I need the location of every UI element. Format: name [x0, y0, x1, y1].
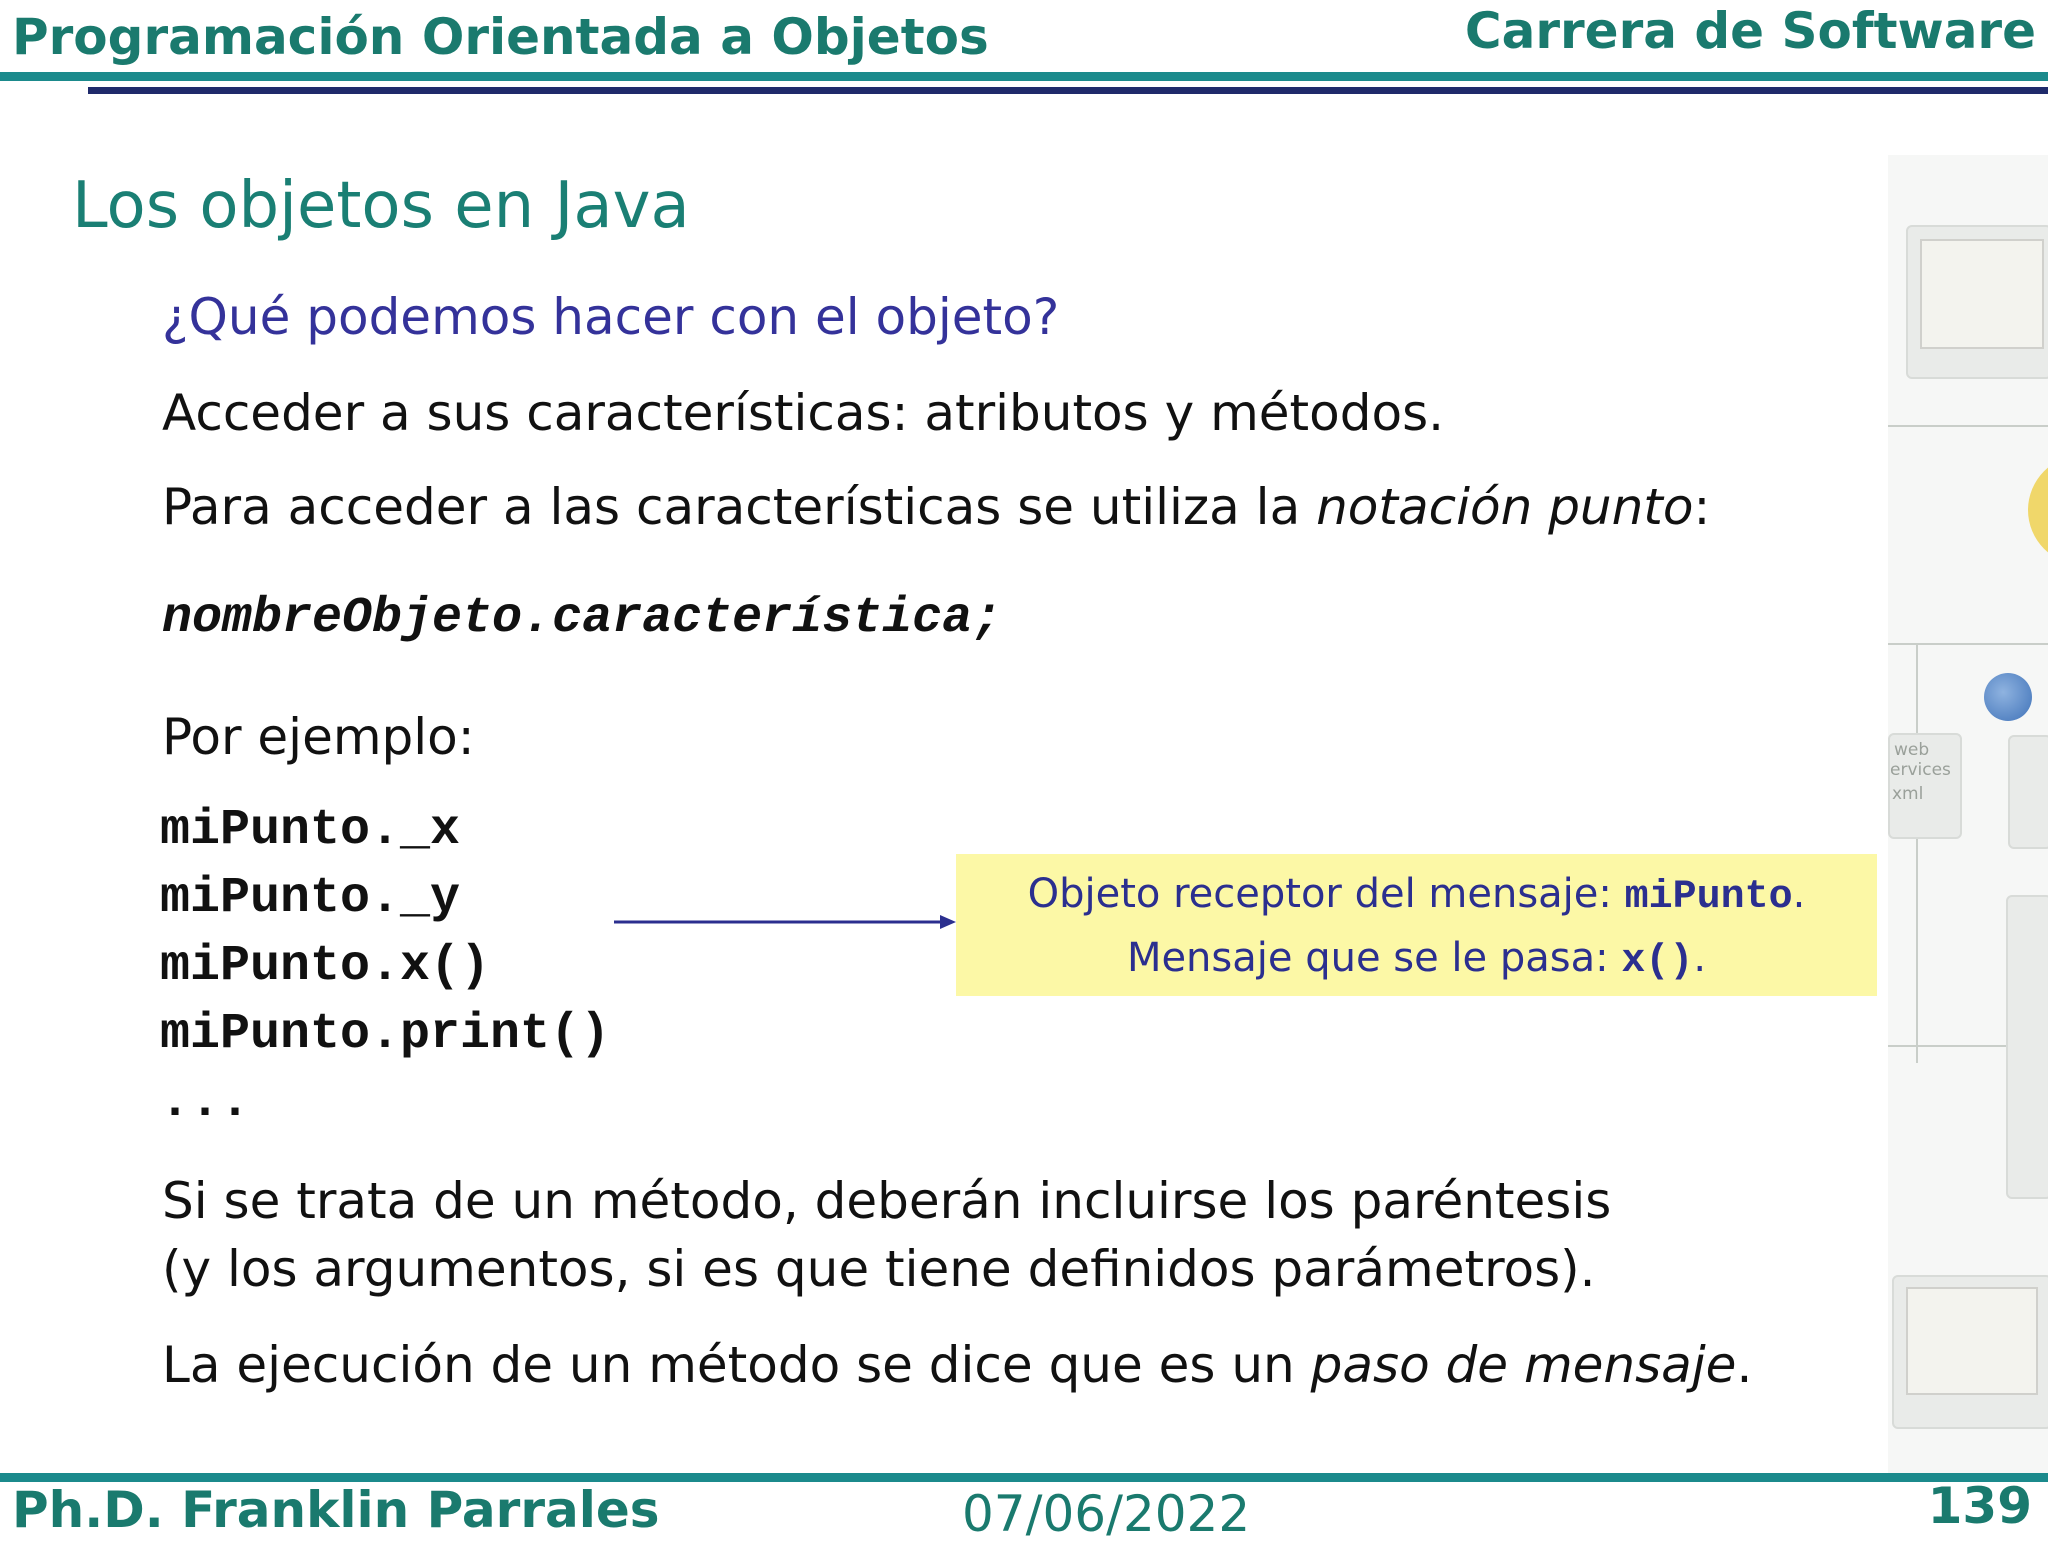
- yellow-orb-icon: [2028, 455, 2048, 565]
- syntax-code: nombreObjeto.característica;: [162, 590, 1003, 647]
- dot-notation-text: [162, 474, 1710, 540]
- slide-question: ¿Qué podemos hacer con el objeto?: [162, 288, 1060, 346]
- message-callout: [956, 854, 1877, 996]
- connector-line: [1888, 425, 2048, 427]
- callout-message-code: x(): [1621, 939, 1694, 984]
- callout-receiver-text: Objeto receptor del mensaje:: [1027, 871, 1625, 917]
- dot-notation-emphasis: notación punto: [1316, 478, 1694, 536]
- callout-receiver-line: [956, 854, 1877, 928]
- blue-globe-icon: [1984, 673, 2032, 721]
- screen-icon: [1906, 1287, 2038, 1395]
- message-passing-pre: La ejecución de un método se dice que es un: [162, 1336, 1311, 1394]
- callout-receiver-code: miPunto: [1624, 875, 1793, 920]
- dot-notation-post: :: [1693, 478, 1711, 536]
- message-passing-emphasis: paso de mensaje: [1310, 1336, 1737, 1394]
- program-title: Carrera de Software: [1464, 2, 2036, 60]
- slide-title: Los objetos en Java: [72, 169, 690, 243]
- connector-line: [1916, 643, 1918, 1063]
- callout-message-line: [956, 928, 1877, 992]
- xml-label: xml: [1892, 784, 1924, 804]
- header-rule-navy: [88, 87, 2048, 94]
- callout-message-text: Mensaje que se le pasa:: [1126, 935, 1622, 981]
- footer-date: 07/06/2022: [962, 1485, 1251, 1543]
- callout-message-end: .: [1693, 935, 1707, 981]
- method-parentheses-text: Si se trata de un método, deberán incluirse los paréntesis: [162, 1172, 1612, 1230]
- connector-line: [1888, 643, 2048, 645]
- server-icon: [2008, 735, 2048, 849]
- screen-icon: [1920, 239, 2044, 349]
- arrow-icon: [612, 908, 958, 936]
- code-line: miPunto.x(): [160, 938, 491, 995]
- course-title: Programación Orientada a Objetos: [12, 8, 989, 66]
- message-passing-text: [162, 1332, 1752, 1398]
- web-label: web: [1894, 740, 1930, 760]
- example-label: Por ejemplo:: [162, 708, 475, 766]
- decorative-computer-illustration: [1888, 155, 2048, 1473]
- code-line: miPunto._x: [160, 802, 461, 859]
- callout-receiver-end: .: [1792, 871, 1806, 917]
- code-line: ...: [160, 1074, 251, 1131]
- footer-author: Ph.D. Franklin Parrales: [12, 1481, 660, 1539]
- web-services-box-icon: [1888, 733, 1962, 839]
- code-line: miPunto._y: [160, 870, 461, 927]
- dot-notation-pre: Para acceder a las características se utiliza la: [162, 478, 1317, 536]
- access-features-text: Acceder a sus características: atributos y métodos.: [162, 384, 1445, 442]
- method-arguments-text: (y los argumentos, si es que tiene definidos parámetros).: [162, 1240, 1596, 1298]
- page-number: 139: [1927, 1477, 2032, 1535]
- ervices-label: ervices: [1890, 760, 1951, 780]
- message-passing-post: .: [1736, 1336, 1753, 1394]
- server-tower-icon: [2006, 895, 2048, 1199]
- code-line: miPunto.print(): [160, 1006, 611, 1063]
- header-rule-teal: [0, 72, 2048, 81]
